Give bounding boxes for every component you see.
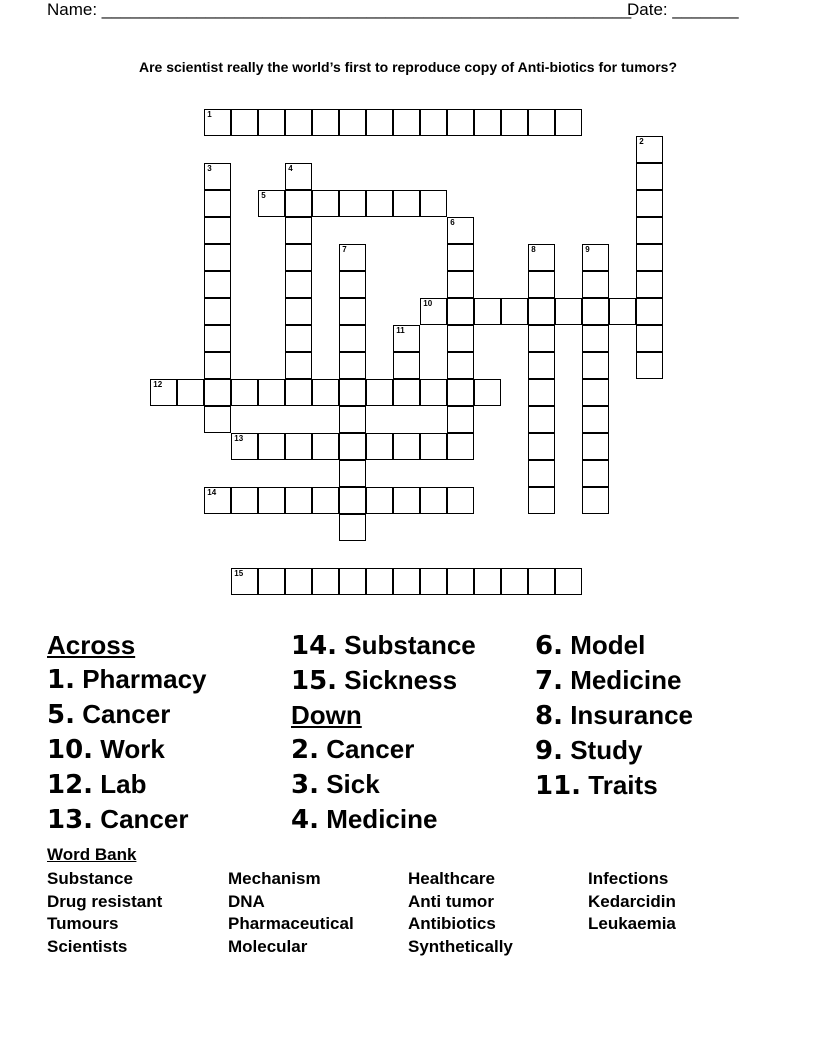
grid-cell[interactable] bbox=[204, 352, 231, 379]
word-bank-heading: Word Bank bbox=[47, 845, 137, 864]
word-bank-item: Pharmaceutical bbox=[228, 914, 354, 934]
clues-column-2 bbox=[291, 628, 476, 837]
clue-number: 5 bbox=[261, 191, 266, 201]
grid-cell[interactable] bbox=[231, 433, 258, 460]
grid-cell[interactable] bbox=[528, 379, 555, 406]
grid-cell[interactable] bbox=[528, 460, 555, 487]
grid-cell[interactable] bbox=[528, 271, 555, 298]
name-field[interactable]: Name: ________________________________________________________ bbox=[47, 0, 632, 19]
grid-cell[interactable] bbox=[393, 109, 420, 136]
grid-cell[interactable] bbox=[339, 406, 366, 433]
grid-cell[interactable] bbox=[312, 433, 339, 460]
grid-cell[interactable] bbox=[312, 379, 339, 406]
clue-number: 11 bbox=[396, 326, 405, 336]
grid-cell[interactable] bbox=[501, 298, 528, 325]
grid-cell[interactable] bbox=[528, 325, 555, 352]
clue-down-6: 6. Model bbox=[535, 630, 646, 661]
grid-cell[interactable] bbox=[555, 109, 582, 136]
grid-cell[interactable] bbox=[285, 217, 312, 244]
grid-cell[interactable] bbox=[447, 568, 474, 595]
grid-cell[interactable] bbox=[204, 325, 231, 352]
clue-number: 4 bbox=[288, 164, 293, 174]
grid-cell[interactable] bbox=[258, 433, 285, 460]
grid-cell[interactable] bbox=[285, 190, 312, 217]
grid-cell[interactable] bbox=[393, 352, 420, 379]
grid-cell[interactable] bbox=[285, 271, 312, 298]
word-bank-item: Kedarcidin bbox=[588, 891, 676, 911]
grid-cell[interactable] bbox=[258, 568, 285, 595]
grid-cell[interactable] bbox=[393, 433, 420, 460]
grid-cell[interactable] bbox=[285, 487, 312, 514]
word-bank-column bbox=[47, 868, 162, 959]
grid-cell[interactable] bbox=[204, 379, 231, 406]
grid-cell[interactable] bbox=[528, 406, 555, 433]
grid-cell[interactable] bbox=[231, 109, 258, 136]
clue-across-13: 13. Cancer bbox=[47, 804, 189, 835]
grid-cell[interactable] bbox=[339, 271, 366, 298]
clue-down-4: 4. Medicine bbox=[291, 804, 438, 835]
page-title: Are scientist really the world’s first to reproduce copy of Anti-biotics for tumors? bbox=[138, 59, 678, 75]
clue-across-12: 12. Lab bbox=[47, 769, 147, 800]
grid-cell[interactable] bbox=[393, 325, 420, 352]
grid-cell[interactable] bbox=[636, 136, 663, 163]
word-bank-item: Tumours bbox=[47, 914, 119, 934]
word-bank-item: Anti tumor bbox=[408, 891, 494, 911]
grid-cell[interactable] bbox=[447, 298, 474, 325]
grid-cell[interactable] bbox=[636, 271, 663, 298]
grid-cell[interactable] bbox=[447, 109, 474, 136]
grid-cell[interactable] bbox=[528, 568, 555, 595]
grid-cell[interactable] bbox=[474, 109, 501, 136]
clue-across-15: 15. Sickness bbox=[291, 665, 458, 696]
grid-cell[interactable] bbox=[339, 460, 366, 487]
grid-cell[interactable] bbox=[555, 298, 582, 325]
grid-cell[interactable] bbox=[474, 568, 501, 595]
across-heading: Across bbox=[47, 630, 136, 660]
grid-cell[interactable] bbox=[285, 109, 312, 136]
grid-cell[interactable] bbox=[528, 298, 555, 325]
grid-cell[interactable] bbox=[258, 487, 285, 514]
grid-cell[interactable] bbox=[447, 487, 474, 514]
grid-cell[interactable] bbox=[636, 163, 663, 190]
grid-cell[interactable] bbox=[393, 190, 420, 217]
clue-number: 2 bbox=[639, 137, 644, 147]
grid-cell[interactable] bbox=[420, 109, 447, 136]
clue-down-2: 2. Cancer bbox=[291, 734, 415, 765]
grid-cell[interactable] bbox=[420, 379, 447, 406]
grid-cell[interactable] bbox=[609, 298, 636, 325]
word-bank-item: Infections bbox=[588, 869, 669, 888]
grid-cell[interactable] bbox=[582, 271, 609, 298]
clue-down-3: 3. Sick bbox=[291, 769, 380, 800]
grid-cell[interactable] bbox=[258, 379, 285, 406]
grid-cell[interactable] bbox=[258, 190, 285, 217]
grid-cell[interactable] bbox=[366, 109, 393, 136]
grid-cell[interactable] bbox=[636, 325, 663, 352]
grid-cell[interactable] bbox=[339, 568, 366, 595]
grid-cell[interactable] bbox=[366, 433, 393, 460]
grid-cell[interactable] bbox=[447, 433, 474, 460]
word-bank-column bbox=[408, 868, 513, 959]
grid-cell[interactable] bbox=[420, 298, 447, 325]
down-heading: Down bbox=[291, 700, 362, 730]
grid-cell[interactable] bbox=[582, 460, 609, 487]
grid-cell[interactable] bbox=[393, 379, 420, 406]
grid-cell[interactable] bbox=[312, 109, 339, 136]
grid-cell[interactable] bbox=[582, 352, 609, 379]
word-bank-item: Mechanism bbox=[228, 869, 321, 888]
grid-cell[interactable] bbox=[582, 433, 609, 460]
grid-cell[interactable] bbox=[582, 379, 609, 406]
grid-cell[interactable] bbox=[447, 379, 474, 406]
clue-number: 9 bbox=[585, 245, 590, 255]
grid-cell[interactable] bbox=[285, 298, 312, 325]
grid-cell[interactable] bbox=[393, 568, 420, 595]
grid-cell[interactable] bbox=[474, 379, 501, 406]
clue-down-7: 7. Medicine bbox=[535, 665, 682, 696]
grid-cell[interactable] bbox=[285, 568, 312, 595]
grid-cell[interactable] bbox=[447, 406, 474, 433]
word-bank-column bbox=[228, 868, 354, 959]
grid-cell[interactable] bbox=[528, 244, 555, 271]
grid-cell[interactable] bbox=[366, 190, 393, 217]
clue-number: 7 bbox=[342, 245, 347, 255]
grid-cell[interactable] bbox=[582, 406, 609, 433]
grid-cell[interactable] bbox=[501, 568, 528, 595]
word-bank-item: Substance bbox=[47, 869, 133, 888]
grid-cell[interactable] bbox=[339, 487, 366, 514]
word-bank-item: Antibiotics bbox=[408, 914, 496, 934]
grid-cell[interactable] bbox=[150, 379, 177, 406]
clue-across-10: 10. Work bbox=[47, 734, 165, 765]
grid-cell[interactable] bbox=[231, 568, 258, 595]
clue-across-5: 5. Cancer bbox=[47, 699, 171, 730]
grid-cell[interactable] bbox=[366, 568, 393, 595]
grid-cell[interactable] bbox=[447, 217, 474, 244]
clues-column-3 bbox=[535, 628, 693, 803]
grid-cell[interactable] bbox=[285, 433, 312, 460]
grid-cell[interactable] bbox=[447, 244, 474, 271]
grid-cell[interactable] bbox=[231, 379, 258, 406]
clue-number: 12 bbox=[153, 380, 163, 390]
grid-cell[interactable] bbox=[582, 487, 609, 514]
grid-cell[interactable] bbox=[528, 487, 555, 514]
clue-number: 8 bbox=[531, 245, 536, 255]
grid-cell[interactable] bbox=[339, 514, 366, 541]
grid-cell[interactable] bbox=[258, 109, 285, 136]
clue-number: 14 bbox=[207, 488, 217, 498]
grid-cell[interactable] bbox=[204, 190, 231, 217]
grid-cell[interactable] bbox=[447, 271, 474, 298]
clue-number: 3 bbox=[207, 164, 212, 174]
clues-column-1 bbox=[47, 628, 207, 837]
grid-cell[interactable] bbox=[339, 109, 366, 136]
grid-cell[interactable] bbox=[528, 109, 555, 136]
grid-cell[interactable] bbox=[204, 109, 231, 136]
clue-down-8: 8. Insurance bbox=[535, 700, 694, 731]
word-bank-item: Healthcare bbox=[408, 869, 495, 888]
grid-cell[interactable] bbox=[231, 487, 258, 514]
grid-cell[interactable] bbox=[312, 568, 339, 595]
clue-number: 6 bbox=[450, 218, 455, 228]
grid-cell[interactable] bbox=[285, 163, 312, 190]
grid-cell[interactable] bbox=[420, 568, 447, 595]
word-bank-item: Leukaemia bbox=[588, 914, 676, 934]
grid-cell[interactable] bbox=[501, 109, 528, 136]
clue-number: 10 bbox=[423, 299, 433, 309]
grid-cell[interactable] bbox=[285, 325, 312, 352]
clue-across-14: 14. Substance bbox=[291, 630, 476, 661]
grid-cell[interactable] bbox=[204, 271, 231, 298]
grid-cell[interactable] bbox=[447, 352, 474, 379]
grid-cell[interactable] bbox=[636, 244, 663, 271]
grid-cell[interactable] bbox=[393, 487, 420, 514]
grid-cell[interactable] bbox=[447, 325, 474, 352]
grid-cell[interactable] bbox=[204, 298, 231, 325]
grid-cell[interactable] bbox=[177, 379, 204, 406]
grid-cell[interactable] bbox=[636, 352, 663, 379]
grid-cell[interactable] bbox=[204, 163, 231, 190]
grid-cell[interactable] bbox=[420, 190, 447, 217]
grid-cell[interactable] bbox=[582, 325, 609, 352]
word-bank-item: Drug resistant bbox=[47, 891, 163, 911]
grid-cell[interactable] bbox=[339, 325, 366, 352]
grid-cell[interactable] bbox=[555, 568, 582, 595]
grid-cell[interactable] bbox=[474, 298, 501, 325]
grid-cell[interactable] bbox=[636, 190, 663, 217]
grid-cell[interactable] bbox=[204, 487, 231, 514]
grid-cell[interactable] bbox=[204, 217, 231, 244]
grid-cell[interactable] bbox=[420, 487, 447, 514]
clue-across-1: 1. Pharmacy bbox=[47, 664, 207, 695]
clue-number: 1 bbox=[207, 110, 212, 120]
clue-down-9: 9. Study bbox=[535, 735, 643, 766]
word-bank-item: Scientists bbox=[47, 937, 128, 957]
grid-cell[interactable] bbox=[339, 298, 366, 325]
grid-cell[interactable] bbox=[528, 433, 555, 460]
grid-cell[interactable] bbox=[636, 298, 663, 325]
word-bank-item: Molecular bbox=[228, 937, 308, 957]
grid-cell[interactable] bbox=[285, 244, 312, 271]
grid-cell[interactable] bbox=[636, 217, 663, 244]
grid-cell[interactable] bbox=[204, 406, 231, 433]
clue-number: 15 bbox=[234, 569, 244, 579]
grid-cell[interactable] bbox=[582, 298, 609, 325]
grid-cell[interactable] bbox=[339, 190, 366, 217]
grid-cell[interactable] bbox=[339, 433, 366, 460]
grid-cell[interactable] bbox=[339, 352, 366, 379]
date-field[interactable]: Date: _______ bbox=[627, 0, 739, 19]
clue-down-11: 11. Traits bbox=[535, 770, 658, 801]
grid-cell[interactable] bbox=[285, 352, 312, 379]
grid-cell[interactable] bbox=[339, 379, 366, 406]
grid-cell[interactable] bbox=[528, 352, 555, 379]
grid-cell[interactable] bbox=[339, 244, 366, 271]
grid-cell[interactable] bbox=[366, 379, 393, 406]
grid-cell[interactable] bbox=[366, 487, 393, 514]
word-bank-item: DNA bbox=[228, 891, 265, 911]
grid-cell[interactable] bbox=[420, 433, 447, 460]
grid-cell[interactable] bbox=[312, 190, 339, 217]
word-bank-column bbox=[588, 868, 676, 936]
grid-cell[interactable] bbox=[285, 379, 312, 406]
grid-cell[interactable] bbox=[204, 244, 231, 271]
word-bank-item: Synthetically bbox=[408, 937, 513, 957]
grid-cell[interactable] bbox=[582, 244, 609, 271]
grid-cell[interactable] bbox=[312, 487, 339, 514]
clue-number: 13 bbox=[234, 434, 244, 444]
